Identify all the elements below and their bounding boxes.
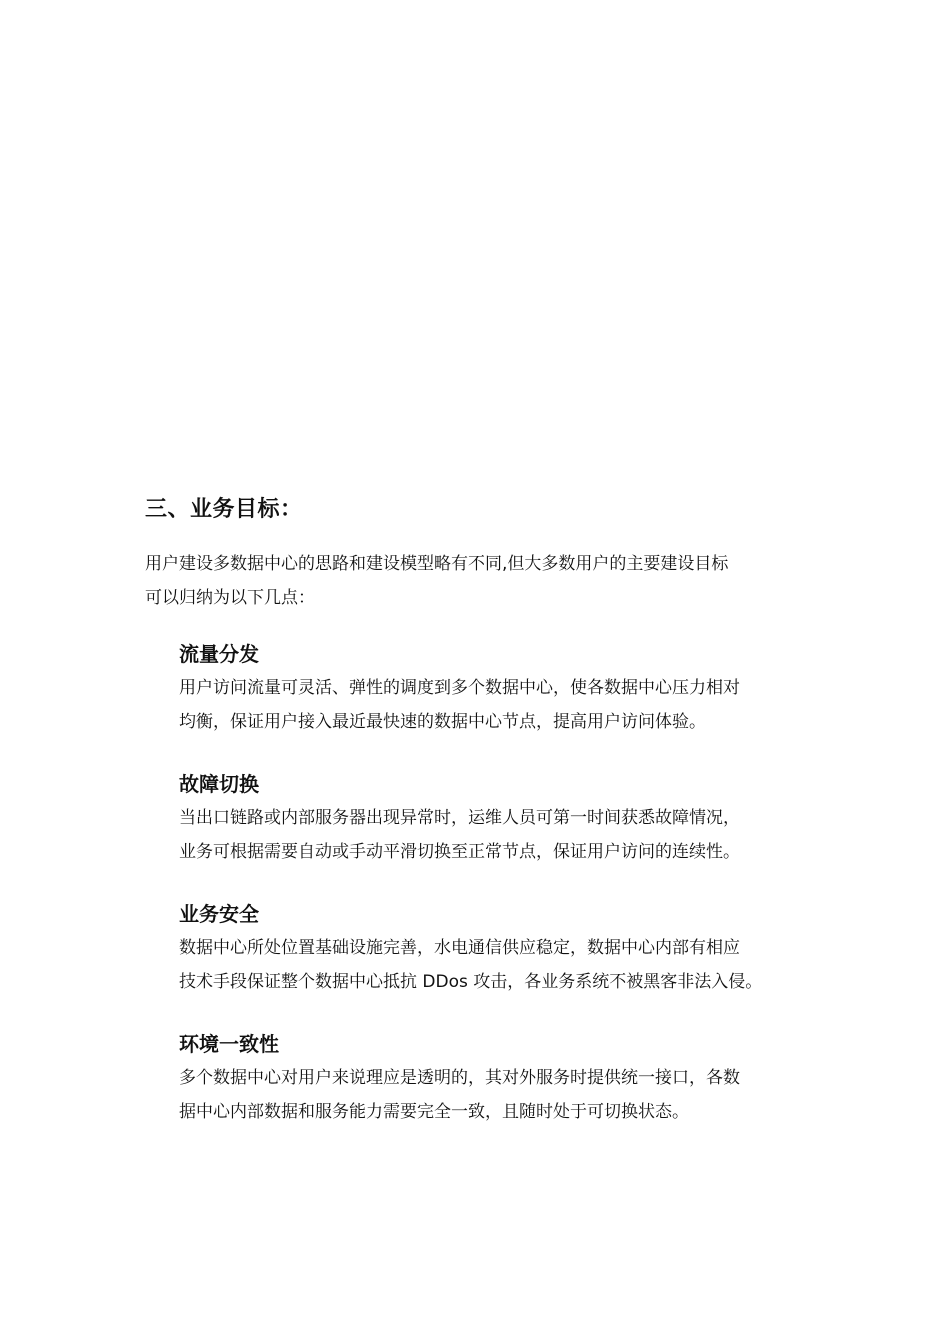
goal-description-line: 多个数据中心对用户来说理应是透明的，其对外服务时提供统一接口，各数	[179, 1068, 740, 1088]
goal-description	[179, 1061, 829, 1129]
goal-title: 业务安全	[179, 902, 259, 926]
goal-description	[179, 671, 829, 739]
goal-item-traffic-distribution	[179, 637, 829, 767]
goal-item-failover	[179, 767, 829, 897]
goals-list	[179, 637, 829, 1157]
goal-description-line: 用户访问流量可灵活、弹性的调度到多个数据中心，使各数据中心压力相对	[179, 678, 740, 698]
intro-line: 可以归纳为以下几点：	[145, 588, 315, 608]
section-heading: 三、业务目标：	[145, 497, 303, 522]
goal-item-business-security	[179, 897, 829, 1027]
goal-description-line: 数据中心所处位置基础设施完善，水电通信供应稳定，数据中心内部有相应	[179, 938, 740, 958]
goal-description-line: 据中心内部数据和服务能力需要完全一致，且随时处于可切换状态。	[179, 1102, 689, 1122]
intro-paragraph	[145, 547, 825, 615]
goal-description-line: 业务可根据需要自动或手动平滑切换至正常节点，保证用户访问的连续性。	[179, 842, 740, 862]
goal-description	[179, 801, 829, 869]
goal-description-line: 均衡，保证用户接入最近最快速的数据中心节点，提高用户访问体验。	[179, 712, 706, 732]
goal-description	[179, 931, 829, 999]
goal-description-line: 当出口链路或内部服务器出现异常时，运维人员可第一时间获悉故障情况，	[179, 808, 740, 828]
goal-item-environment-consistency	[179, 1027, 829, 1157]
goal-title: 故障切换	[179, 772, 259, 796]
goal-title: 流量分发	[179, 642, 259, 666]
goal-description-line: 技术手段保证整个数据中心抵抗 DDos 攻击，各业务系统不被黑客非法入侵。	[179, 972, 763, 992]
goal-title: 环境一致性	[179, 1032, 279, 1056]
intro-line: 用户建设多数据中心的思路和建设模型略有不同,但大多数用户的主要建设目标	[145, 554, 729, 574]
